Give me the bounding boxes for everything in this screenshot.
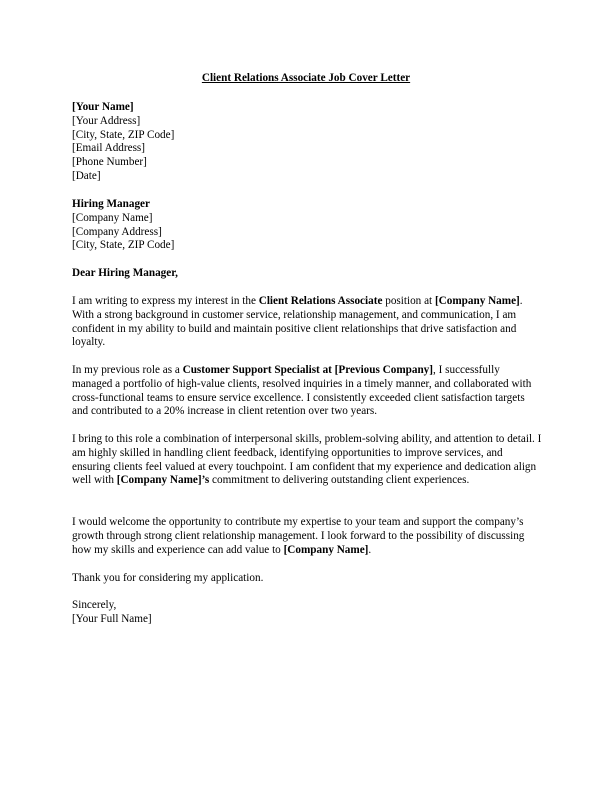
sender-city: [City, State, ZIP Code] [72,128,175,141]
closing-block [72,599,540,627]
recipient-address: [Company Address] [72,225,162,238]
paragraph-text: I bring to this role a combination of interpersonal skills, problem-solving ability, and attention to detail. I am highly skilled in handling client feedback, identifying opportunities to improve services, and ensuring clients feel valued at every touchpoint. I am confident that my experience and dedication align well with [72,433,542,487]
signature-name: [Your Full Name] [72,612,152,625]
sender-block [72,101,540,184]
paragraph-text: commitment to delivering outstanding client experiences. [209,474,470,487]
previous-role-emphasis: Customer Support Specialist at [Previous Company] [182,364,433,376]
sender-date: [Date] [72,169,101,182]
sender-email: [Email Address] [72,142,146,155]
recipient-city: [City, State, ZIP Code] [72,239,175,252]
sender-phone: [Phone Number] [72,156,147,169]
letter-title: Client Relations Associate Job Cover Letter [201,72,411,84]
body-paragraph-4 [72,516,542,557]
paragraph-text: , I successfully managed a portfolio of high-value clients, resolved inquiries in a timely manner, and collaborated with cross-functional teams to ensure service excellence. I consistently exceeded client satisfaction targets and contributed to a 20% increase in client retention over two years. [72,364,532,418]
body-paragraph-1 [72,295,542,350]
company-name-emphasis: [Company Name] [434,295,520,307]
sender-name: [Your Name] [72,101,134,113]
company-name-emphasis: [Company Name] [283,543,369,556]
company-name-emphasis: [Company Name]’s [116,474,210,487]
body-paragraph-3 [72,433,542,488]
body-paragraph-2 [72,364,542,419]
paragraph-text: I would welcome the opportunity to contribute my expertise to your team and support the company’s growth through strong client relationship management. I look forward to the possibility of discussing how my skills and experience can add value to [72,516,525,556]
paragraph-text: I am writing to express my interest in the [72,295,259,307]
job-title-emphasis: Client Relations Associate [258,295,383,307]
sender-address: [Your Address] [72,114,141,127]
valediction: Sincerely, [72,599,117,611]
paragraph-text: . [368,543,372,556]
thanks-line: Thank you for considering my application. [72,572,264,584]
paragraph-text: . With a strong background in customer service, relationship management, and communication, I am confident in my ability to build and maintain positive client relationships that drive satisfaction and loyalty. [72,295,523,349]
recipient-title: Hiring Manager [72,198,150,210]
recipient-company: [Company Name] [72,211,153,224]
paragraph-text: In my previous role as a [72,364,183,376]
recipient-block [72,198,540,253]
salutation: Dear Hiring Manager, [72,267,178,279]
paragraph-text: position at [382,295,435,307]
